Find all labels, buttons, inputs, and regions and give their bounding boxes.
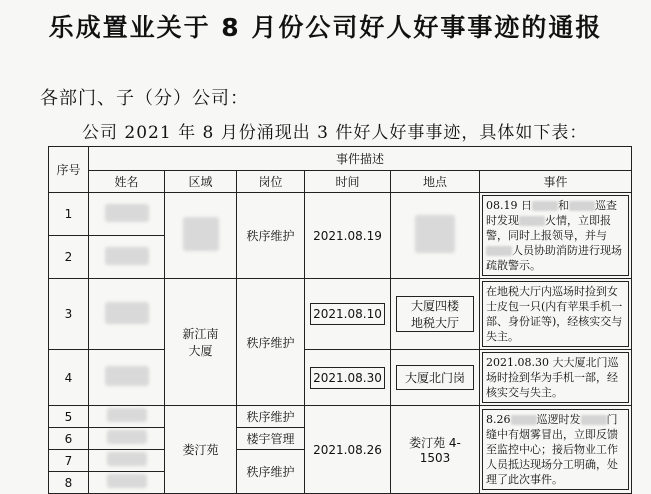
row-region: 娄汀苑 (165, 406, 237, 494)
row-position: 秩序维护 (237, 193, 305, 279)
row-seq: 8 (49, 472, 89, 494)
row-position: 秩序维护 (237, 450, 305, 494)
row-region: 新江南大厦 (165, 279, 237, 406)
table-row (49, 279, 632, 350)
header-position: 岗位 (237, 171, 305, 193)
greeting: 各部门、子（分）公司： (40, 88, 249, 109)
row-seq: 4 (49, 350, 89, 406)
row-seq: 7 (49, 450, 89, 472)
header-name: 姓名 (89, 171, 165, 193)
row-event: 08.19 日 和 巡查时发现 火情，立即报警，同时上报领导，并与人员协助消防进行现场疏散警示。 (480, 193, 632, 279)
redacted-name (89, 472, 165, 494)
row-location: 娄汀苑 4-1503 (391, 406, 480, 494)
row-event: 在地税大厅内巡场时捡到女士皮包一只(内有苹果手机一部、身份证等)，经核实交与失主。 (480, 279, 632, 350)
redacted-name (89, 450, 165, 472)
row-position: 楼宇管理 (237, 428, 305, 450)
row-position: 秩序维护 (237, 279, 305, 406)
header-region: 区域 (165, 171, 237, 193)
redacted-name (89, 406, 165, 428)
intro-text: 公司 2021 年 8 月份涌现出 3 件好人好事事迹，具体如下表： (82, 123, 588, 143)
row-seq: 2 (49, 236, 89, 279)
table-row (49, 350, 632, 406)
row-seq: 1 (49, 193, 89, 236)
table-row (49, 193, 632, 236)
row-seq: 5 (49, 406, 89, 428)
redacted-name (89, 350, 165, 406)
row-time: 2021.08.30 (305, 350, 391, 406)
table-row (49, 406, 632, 428)
row-position: 秩序维护 (237, 406, 305, 428)
row-seq: 3 (49, 279, 89, 350)
row-event: 8.26 巡逻时发 门缝中有烟雾冒出，立即反馈至监控中心；接后物业工作人员抵达现场分工明确，处理了此次事件。 (480, 406, 632, 494)
row-location: 大厦北门岗 (391, 350, 480, 406)
header-event-description: 事件描述 (89, 147, 632, 171)
row-time: 2021.08.26 (305, 406, 391, 494)
row-seq: 6 (49, 428, 89, 450)
row-time: 2021.08.19 (305, 193, 391, 279)
events-table (48, 146, 632, 494)
row-event: 2021.08.30 大大厦北门巡场时捡到华为手机一部，经核实交与失主。 (480, 350, 632, 406)
header-location: 地点 (391, 171, 480, 193)
row-time: 2021.08.10 (305, 279, 391, 350)
header-seq: 序号 (49, 147, 89, 193)
header-time: 时间 (305, 171, 391, 193)
document-title: 乐成置业关于 8 月份公司好人好事事迹的通报 (48, 13, 603, 42)
redacted-region (165, 193, 237, 279)
redacted-name (89, 279, 165, 350)
redacted-name (89, 428, 165, 450)
header-event: 事件 (480, 171, 632, 193)
row-location: 大厦四楼地税大厅 (391, 279, 480, 350)
redacted-name (89, 236, 165, 279)
redacted-location (391, 193, 480, 279)
redacted-name (89, 193, 165, 236)
